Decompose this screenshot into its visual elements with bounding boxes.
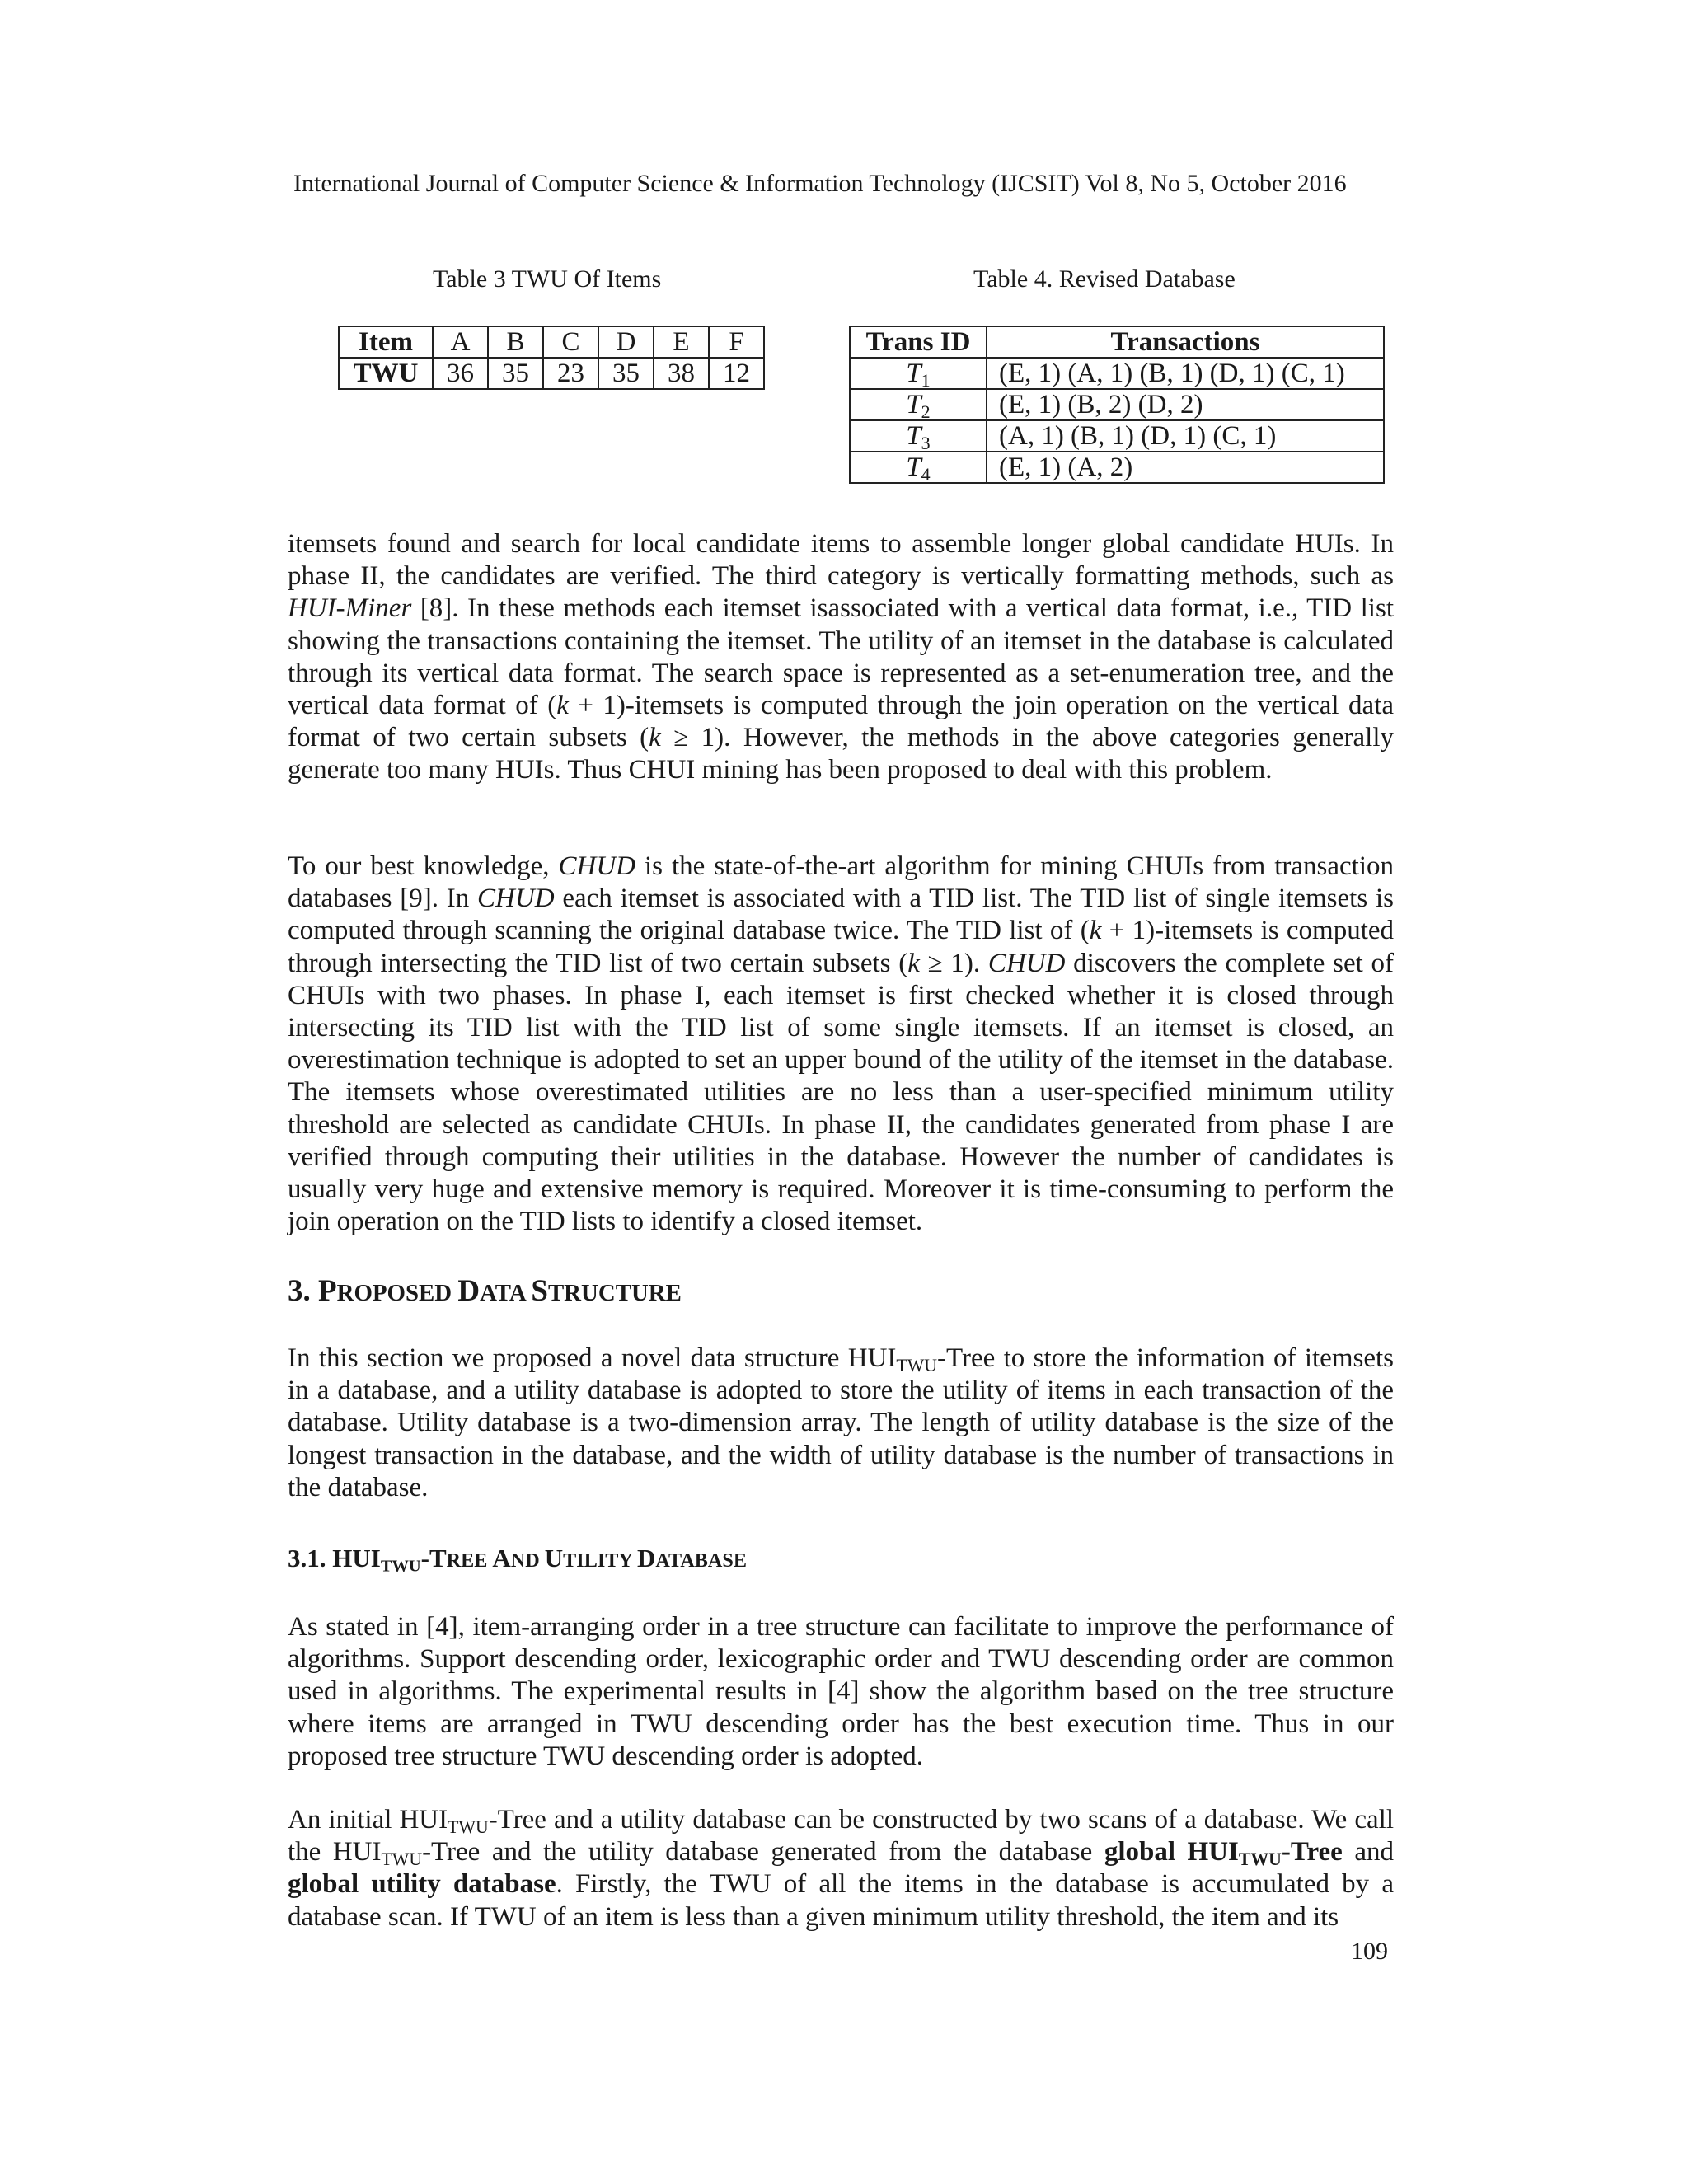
table-row bbox=[850, 452, 1384, 483]
paragraph-initial-tree: An initial $HUI_{TWU}$-Tree and a utility database can be constructed by two scans of a database. We call the $HUI_{TWU}$-Tree and the utility database generated from the database global $HUI_{TWU}$-Tree and global utility database. Firstly, the TWU of all the items in the database is accumulated by a database scan. If TWU of an item is less than a given minimum utility threshold, the item and its bbox=[288, 1805, 1394, 1932]
table-twu-of-items bbox=[338, 326, 765, 390]
twu-cell: 35 bbox=[488, 358, 543, 389]
table3-caption: Table 3 TWU Of Items bbox=[433, 265, 662, 293]
twu-cell: 12 bbox=[709, 358, 764, 389]
table-revised-database bbox=[849, 326, 1385, 484]
transactions-cell: (E, 1) (A, 2) bbox=[987, 452, 1384, 483]
section-heading-3-1: 3.1. $HUI_{TWU}$-TREE AND UTILITY DATABASE bbox=[288, 1544, 747, 1576]
item-cell: E bbox=[654, 326, 709, 358]
item-cell: C bbox=[543, 326, 598, 358]
table4-caption: Table 4. Revised Database bbox=[973, 265, 1236, 293]
item-cell: B bbox=[488, 326, 543, 358]
table-row bbox=[850, 420, 1384, 452]
trans-id-cell: $T_3$ bbox=[850, 420, 987, 452]
col-trans-id: Trans ID bbox=[850, 326, 987, 358]
table-row bbox=[850, 389, 1384, 420]
col-transactions: Transactions bbox=[987, 326, 1384, 358]
transactions-cell: (A, 1) (B, 1) (D, 1) (C, 1) bbox=[987, 420, 1384, 452]
trans-id-cell: $T_2$ bbox=[850, 389, 987, 420]
item-cell: A bbox=[433, 326, 488, 358]
twu-cell: 35 bbox=[598, 358, 654, 389]
trans-id-cell: $T_1$ bbox=[850, 358, 987, 389]
twu-cell: 36 bbox=[433, 358, 488, 389]
page-number: 109 bbox=[1351, 1938, 1388, 1965]
item-cell: F bbox=[709, 326, 764, 358]
paragraph-chud: To our best knowledge, CHUD is the state-of-the-art algorithm for mining CHUIs from transaction databases [9]. In CHUD each itemset is associated with a TID list. The TID list of single itemsets is computed through scanning the original database twice. The TID list of (k + 1)-itemsets is computed through intersecting the TID list of two certain subsets (k ≥ 1). CHUD discovers the complete set of CHUIs with two phases. In phase I, each itemset is first checked whether it is closed through intersecting its TID list with the TID list of some single itemsets. If an itemset is closed, an overestimation technique is adopted to set an upper bound of the utility of the itemset in the database. The itemsets whose overestimated utilities are no less than a user-specified minimum utility threshold are selected as candidate CHUIs. In phase II, the candidates generated from phase I are verified through computing their utilities in the database. However the number of candidates is usually very huge and extensive memory is required. Moreover it is time-consuming to perform the join operation on the TID lists to identify a closed itemset. bbox=[288, 851, 1395, 1237]
paragraph-item-order: As stated in [4], item-arranging order in a tree structure can facilitate to improve the performance of algorithms. Support descending order, lexicographic order and TWU descending order are common used in algorithms. The experimental results in [4] show the algorithm based on the tree structure where items are arranged in TWU descending order has the best execution time. Thus in our proposed tree structure TWU descending order is adopted. bbox=[288, 1612, 1394, 1771]
running-header: International Journal of Computer Science & Information Technology (IJCSIT) Vol 8, No 5, October 2016 bbox=[293, 170, 1347, 197]
trans-id-cell: $T_4$ bbox=[850, 452, 987, 483]
transactions-cell: (E, 1) (A, 1) (B, 1) (D, 1) (C, 1) bbox=[987, 358, 1384, 389]
row-header-item: Item bbox=[339, 326, 433, 358]
paragraph-proposed-structure: In this section we proposed a novel data structure $HUI_{TWU}$-Tree to store the information of itemsets in a database, and a utility database is adopted to store the utility of items in each transaction of the database. Utility database is a two-dimension array. The length of utility database is the size of the longest transaction in the database, and the width of utility database is the number of transactions in the database. bbox=[288, 1343, 1394, 1502]
transactions-cell: (E, 1) (B, 2) (D, 2) bbox=[987, 389, 1384, 420]
row-header-twu: TWU bbox=[339, 358, 433, 389]
twu-cell: 38 bbox=[654, 358, 709, 389]
table-header-row bbox=[850, 326, 1384, 358]
twu-cell: 23 bbox=[543, 358, 598, 389]
paragraph-vertical-methods: itemsets found and search for local candidate items to assemble longer global candidate HUIs. In phase II, the candidates are verified. The third category is vertically formatting methods, such as HUI-Miner [8]. In these methods each itemset isassociated with a vertical data format, i.e., TID list showing the transactions containing the itemset. The utility of an itemset in the database is calculated through its vertical data format. The search space is represented as a set-enumeration tree, and the vertical data format of (k + 1)-itemsets is computed through the join operation on the vertical data format of two certain subsets (k ≥ 1). However, the methods in the above categories generally generate too many HUIs. Thus CHUI mining has been proposed to deal with this problem. bbox=[288, 529, 1395, 785]
table-row bbox=[339, 358, 764, 389]
table-row bbox=[339, 326, 764, 358]
table-row bbox=[850, 358, 1384, 389]
item-cell: D bbox=[598, 326, 654, 358]
section-heading-3: 3. PROPOSED DATA STRUCTURE bbox=[288, 1274, 682, 1308]
